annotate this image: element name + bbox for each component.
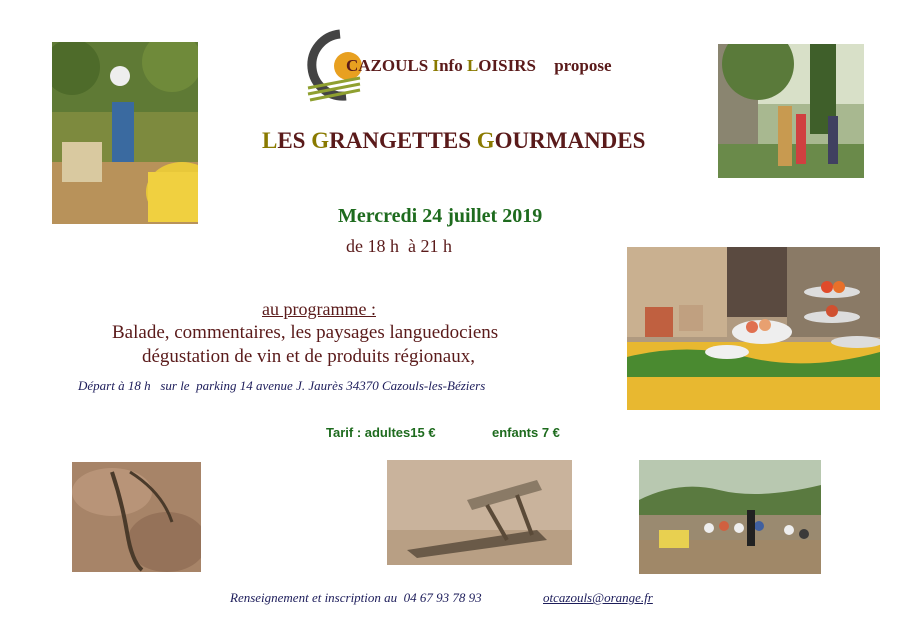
org-header (346, 56, 612, 76)
price-adults: Tarif : adultes15 € (326, 425, 436, 440)
photo-top-left-table (52, 42, 198, 224)
departure-info: Départ à 18 h sur le parking 14 avenue J. Jaurès 34370 Cazouls-les-Béziers (78, 378, 486, 393)
programme-line-1: Balade, commentaires, les paysages languedociens (112, 322, 499, 343)
photo-outdoor-group (639, 460, 821, 574)
photo-top-right-group (718, 44, 864, 178)
title-text-2: RANGETTES (329, 128, 477, 153)
title-letter-g1: G (311, 128, 330, 153)
propose-text: propose (554, 56, 612, 75)
title-letter-g2: G (476, 128, 495, 153)
contact-info: Renseignement et inscription au 04 67 93 78 93 (230, 590, 482, 605)
org-letter-i: I (432, 56, 440, 75)
title-letter-l: L (262, 128, 278, 153)
event-date: Mercredi 24 juillet 2019 (338, 205, 543, 227)
org-text-3: OISIRS (478, 56, 536, 75)
org-text-1: AZOULS (358, 56, 433, 75)
event-title (262, 128, 645, 154)
programme-line-2: dégustation de vin et de produits régionaux, (142, 346, 475, 367)
event-time: de 18 h à 21 h (346, 236, 452, 256)
photo-rock-chains (72, 462, 201, 572)
price-children: enfants 7 € (492, 425, 560, 440)
programme-heading: au programme : (262, 299, 376, 319)
contact-email[interactable]: otcazouls@orange.fr (543, 590, 653, 605)
title-text-3: OURMANDES (494, 128, 646, 153)
photo-old-tool (387, 460, 572, 565)
title-text-1: ES (277, 128, 312, 153)
org-letter-l: L (466, 56, 479, 75)
org-letter-c: C (346, 56, 359, 75)
org-text-2: nfo (439, 56, 467, 75)
photo-food-table (627, 247, 880, 410)
